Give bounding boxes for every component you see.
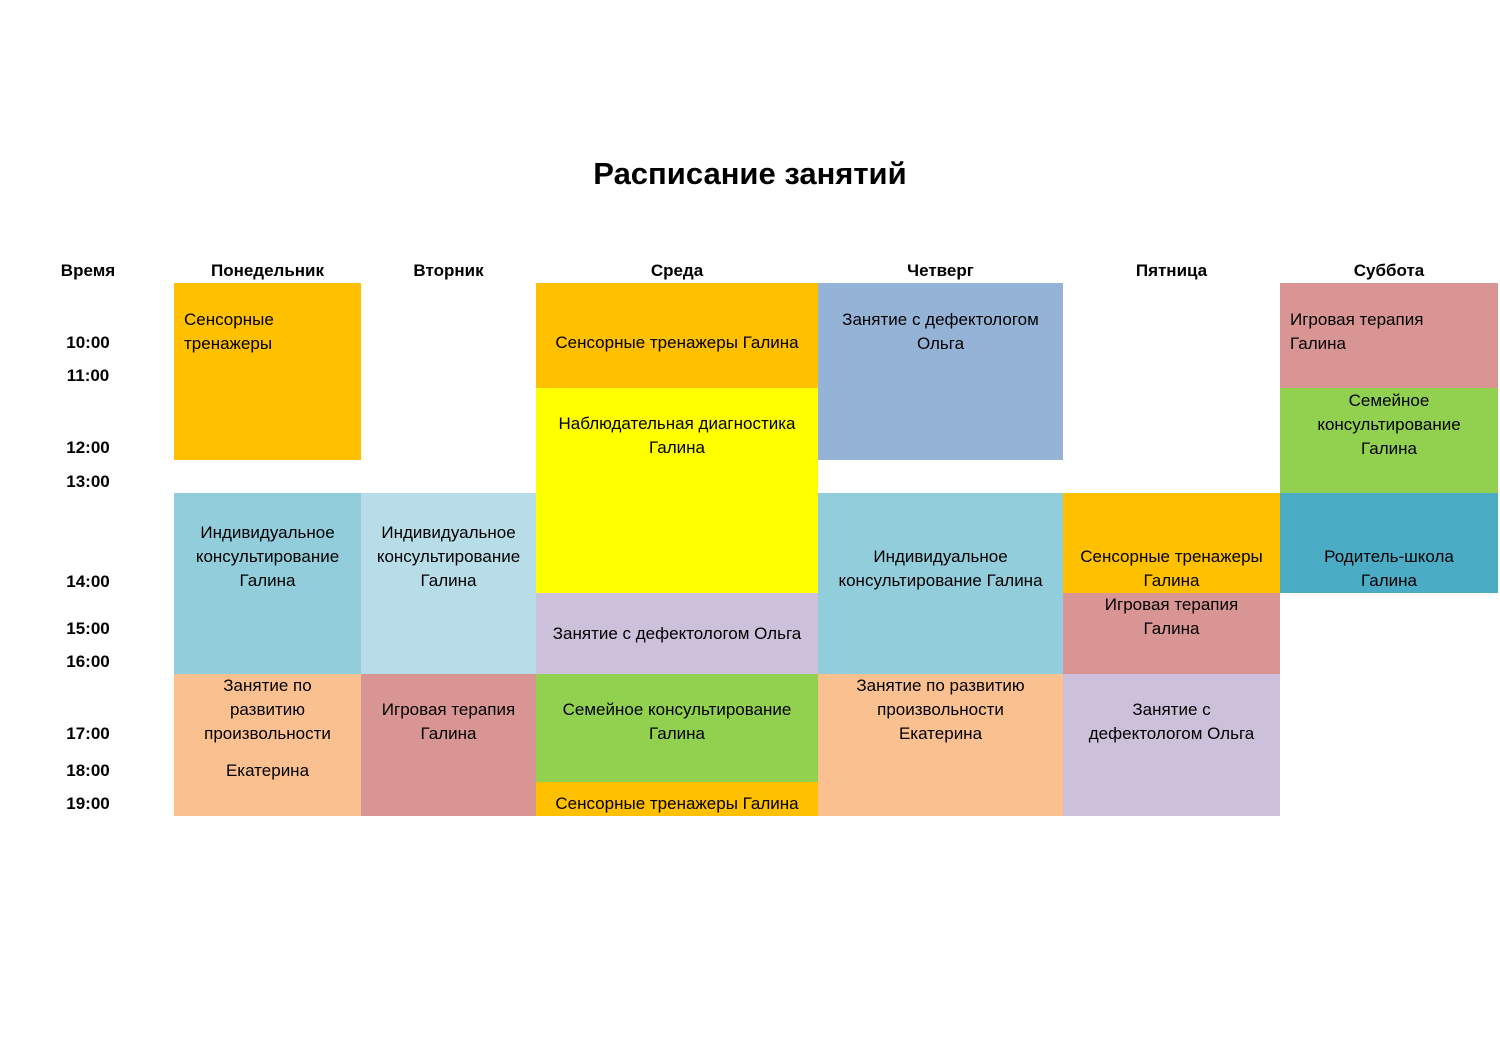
- event-text: Занятие по развитию: [856, 676, 1025, 695]
- event-text: Галина: [1143, 571, 1200, 590]
- event-text: Галина: [239, 571, 296, 590]
- header-time: Время: [60, 261, 116, 280]
- event-text: произвольности: [877, 700, 1004, 719]
- event-text: Игровая терапия: [1290, 310, 1424, 329]
- time-label: 13:00: [66, 472, 110, 491]
- event-text: Галина: [1361, 439, 1417, 458]
- event-text: Ольга: [916, 334, 965, 353]
- event-cell-friday-sensory: [1063, 493, 1280, 593]
- event-text: Семейное: [1348, 391, 1430, 410]
- header-wednesday: Среда: [650, 261, 704, 280]
- event-text: консультирование: [195, 547, 340, 566]
- header-tuesday: Вторник: [413, 261, 484, 280]
- time-label: 17:00: [66, 724, 110, 743]
- event-cell-tuesday-consulting: [361, 493, 536, 674]
- event-cell-wednesday-family: [536, 674, 818, 782]
- time-label: 10:00: [66, 333, 110, 352]
- event-text: Индивидуальное: [873, 547, 1008, 566]
- event-text: консультирование Галина: [838, 571, 1043, 590]
- event-cell-monday-sensory: [174, 283, 361, 460]
- event-text: Родитель-школа: [1324, 547, 1454, 566]
- event-text: Галина: [420, 571, 477, 590]
- event-text: Игровая терапия: [1104, 595, 1239, 614]
- event-text: Семейное консультирование: [562, 700, 792, 719]
- event-cell-saturday-play-therapy: [1280, 283, 1498, 388]
- time-label: 19:00: [66, 794, 110, 813]
- header-monday: Понедельник: [210, 261, 325, 280]
- header-thursday: Четверг: [907, 261, 974, 280]
- event-text: Занятие с дефектологом: [842, 310, 1039, 329]
- event-text: Галина: [1143, 619, 1200, 638]
- event-text: консультирование: [376, 547, 521, 566]
- event-text: консультирование: [1317, 415, 1461, 434]
- event-cell-wednesday-defectologist: [536, 593, 818, 674]
- event-text: Занятие с дефектологом Ольга: [552, 623, 802, 643]
- event-text: Сенсорные тренажеры Галина: [555, 794, 799, 813]
- event-text: развитию: [229, 700, 306, 719]
- header-friday: Пятница: [1135, 261, 1208, 280]
- event-text: Занятие с: [1132, 700, 1211, 719]
- event-cell-saturday-family: [1280, 388, 1498, 493]
- time-label: 12:00: [66, 438, 110, 457]
- event-text: Сенсорные: [184, 310, 274, 329]
- event-text: Игровая терапия: [381, 700, 516, 719]
- event-cell-thursday-consulting: [818, 493, 1063, 674]
- time-label: 11:00: [66, 366, 110, 385]
- time-label: 16:00: [66, 652, 110, 671]
- event-text: Наблюдательная диагностика: [558, 414, 796, 433]
- event-cell-tuesday-play-therapy: [361, 674, 536, 816]
- event-cell-thursday-defectologist: [818, 283, 1063, 460]
- event-text: Галина: [1290, 334, 1346, 353]
- event-text: дефектологом Ольга: [1088, 724, 1255, 743]
- event-text: Галина: [649, 724, 705, 743]
- event-text: Занятие по: [223, 676, 312, 695]
- time-label: 18:00: [66, 761, 110, 780]
- event-text: Галина: [1361, 571, 1417, 590]
- event-cell-thursday-development: [818, 674, 1063, 816]
- event-text: Галина: [420, 724, 477, 743]
- event-text: Галина: [649, 438, 705, 457]
- event-cell-monday-consulting: [174, 493, 361, 674]
- event-cell-wednesday-sensory-evening: [536, 782, 818, 816]
- event-cell-friday-defectologist: [1063, 674, 1280, 816]
- event-text: произвольности: [204, 724, 331, 743]
- time-label: 15:00: [66, 619, 110, 638]
- event-cell-wednesday-sensory: [536, 283, 818, 388]
- event-cell-monday-development: [174, 674, 361, 816]
- header-saturday: Суббота: [1353, 261, 1425, 280]
- event-text: Екатерина: [898, 724, 983, 743]
- event-text: тренажеры: [184, 334, 273, 353]
- time-label: 14:00: [66, 572, 110, 591]
- event-text: Екатерина: [225, 761, 310, 780]
- page-title: Расписание занятий: [593, 156, 907, 191]
- event-text: Сенсорные тренажеры: [1080, 547, 1263, 566]
- event-text: Сенсорные тренажеры Галина: [555, 333, 799, 352]
- event-cell-saturday-parent-school: [1280, 493, 1498, 593]
- event-text: Индивидуальное: [381, 523, 516, 542]
- event-cell-wednesday-diagnostics: [536, 388, 818, 593]
- event-cell-friday-play-therapy: [1063, 593, 1280, 674]
- event-text: Индивидуальное: [200, 523, 335, 542]
